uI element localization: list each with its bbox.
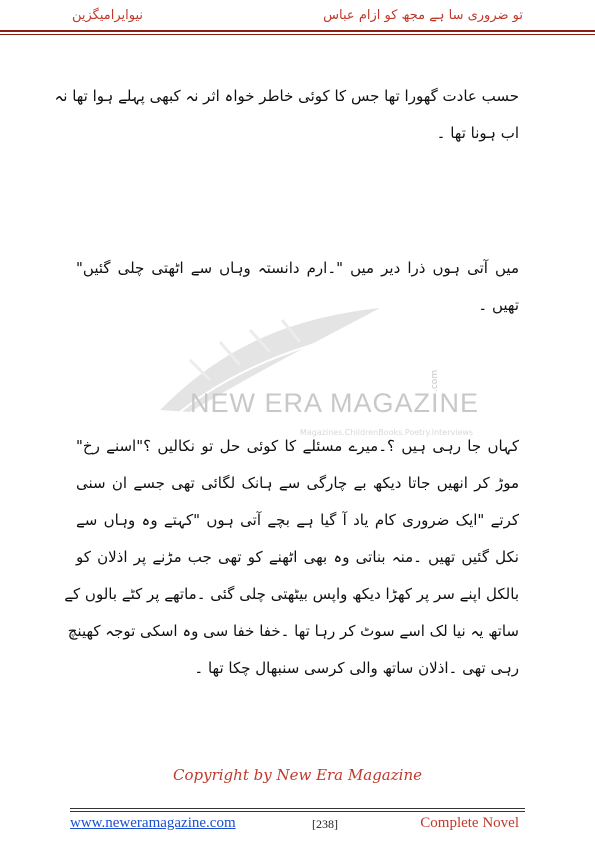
header-magazine-name: نیوایرامیگزین: [72, 8, 144, 23]
text-line: تھیں ۔: [478, 296, 519, 314]
text-line: کہاں جا رہی ہیں ؟۔میرے مسئلے کا کوئی حل تو نکالیں ؟"اسنے رخ": [76, 437, 519, 455]
footer-divider-thin: [70, 811, 525, 812]
paragraph-2: [76, 250, 519, 324]
watermark-title: NEW ERA MAGAZINE: [190, 388, 480, 418]
watermark-subtitle: Magazines.ChildrenBooks.Poetry.Interviews: [300, 428, 474, 437]
text-line: اب ہونا تھا ۔: [436, 124, 519, 142]
page-number: [238]: [312, 817, 338, 831]
copyright-notice: Copyright by New Era Magazine: [173, 766, 422, 784]
website-link[interactable]: www.neweramagazine.com: [70, 815, 236, 831]
watermark-domain: .com: [430, 369, 440, 392]
text-line: رہی تھی ۔اذلان ساتھ والی کرسی سنبھال چکا تھا ۔: [194, 659, 519, 677]
paragraph-3: [64, 428, 519, 687]
text-line: موڑ کر انھیں جاتا دیکھ بے چارگی سے ہانک لگائی تھی جسے ان سنی: [76, 474, 519, 492]
text-line: بالکل اپنے سر پر کھڑا دیکھ واپس بیٹھتی چلی گئی ۔ماتھے پر کٹے بالوں کے: [64, 585, 519, 603]
header-divider: [0, 30, 595, 32]
footer-label: Complete Novel: [420, 815, 519, 831]
header-novel-title: تو ضروری سا ہے مجھ کو ازام عباس: [323, 8, 523, 23]
paragraph-1: [54, 78, 519, 152]
text-line: کرتے "ایک ضروری کام یاد آ گیا ہے بچے آتی ہوں "کہتے وہ وہاں سے: [76, 511, 519, 529]
header-divider-thin: [0, 34, 595, 35]
text-line: حسب عادت گھورا تھا جس کا کوئی خاطر خواہ اثر نہ کبھی پہلے ہوا تھا نہ: [54, 87, 519, 105]
footer-divider: [70, 808, 525, 809]
text-line: نکل گئیں تھیں ۔منہ بناتی وہ بھی اٹھنے کو تھی جب مڑنے پر اذلان کو: [76, 548, 519, 566]
text-line: ساتھ یہ نیا لک اسے سوٹ کر رہا تھا ۔خفا خفا سی وہ اسکی توجہ کھینچ: [67, 622, 519, 640]
text-line: میں آتی ہوں ذرا دیر میں "۔ارم دانستہ وہاں سے اٹھتی چلی گئیں": [76, 259, 519, 277]
